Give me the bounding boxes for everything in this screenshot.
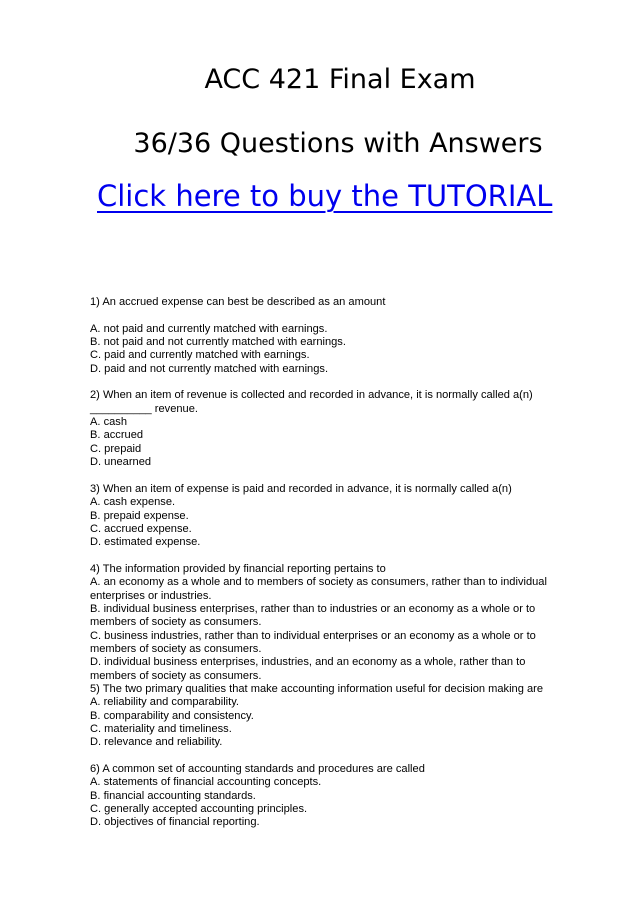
title-line-1: ACC 421 Final Exam — [204, 64, 476, 95]
title-line-2: 36/36 Questions with Answers — [133, 128, 543, 159]
question-1-option-c: C. paid and currently matched with earnings. — [90, 349, 310, 362]
question-4 — [90, 563, 590, 683]
question-1-option-d: D. paid and not currently matched with earnings. — [90, 362, 329, 375]
questions-list — [90, 296, 590, 830]
question-4-option-a: A. an economy as a whole and to members of society as consumers, rather than to individual — [90, 576, 547, 589]
question-4-option-a-continued: enterprises or industries. — [90, 589, 212, 602]
question-4-option-b-continued: members of society as consumers. — [90, 616, 262, 629]
question-3-stem: 3) When an item of expense is paid and recorded in advance, it is normally called a(n) — [90, 482, 512, 495]
question-5-stem: 5) The two primary qualities that make accounting information useful for decision making are — [90, 682, 544, 695]
question-5 — [90, 683, 590, 750]
question-3-option-c: C. accrued expense. — [90, 522, 192, 535]
question-3-option-a: A. cash expense. — [90, 496, 176, 509]
question-3-option-d: D. estimated expense. — [90, 536, 201, 549]
question-6-stem: 6) A common set of accounting standards and procedures are called — [90, 763, 425, 776]
question-6-option-b: B. financial accounting standards. — [90, 789, 256, 802]
question-2 — [90, 389, 590, 469]
question-5-option-b: B. comparability and consistency. — [90, 709, 254, 722]
question-4-option-d: D. individual business enterprises, industries, and an economy as a whole, rather than to — [90, 656, 526, 669]
question-4-option-c: C. business industries, rather than to individual enterprises or an economy as a whole or to — [90, 629, 536, 642]
question-2-stem-continued: __________ revenue. — [90, 402, 198, 415]
question-6-option-c: C. generally accepted accounting principles. — [90, 803, 308, 816]
question-6-option-a: A. statements of financial accounting concepts. — [90, 776, 322, 789]
buy-tutorial-link[interactable]: Click here to buy the TUTORIAL — [97, 179, 553, 213]
question-4-stem: 4) The information provided by financial reporting pertains to — [90, 562, 386, 575]
question-6 — [90, 763, 590, 830]
question-5-option-d: D. relevance and reliability. — [90, 736, 223, 749]
question-2-option-a: A. cash — [90, 416, 127, 429]
question-4-option-c-continued: members of society as consumers. — [90, 642, 262, 655]
question-1-option-a: A. not paid and currently matched with earnings. — [90, 322, 328, 335]
question-1-stem: 1) An accrued expense can best be described as an amount — [90, 296, 386, 308]
question-1-option-b: B. not paid and not currently matched with earnings. — [90, 336, 346, 349]
question-4-option-d-continued: members of society as consumers. — [90, 669, 262, 682]
question-5-option-c: C. materiality and timeliness. — [90, 723, 232, 735]
question-3-option-b: B. prepaid expense. — [90, 509, 189, 522]
question-2-stem: 2) When an item of revenue is collected and recorded in advance, it is normally called a(n) — [90, 389, 533, 402]
question-1 — [90, 296, 590, 376]
question-3 — [90, 483, 590, 550]
question-2-option-b: B. accrued — [90, 429, 144, 442]
question-5-option-a: A. reliability and comparability. — [90, 696, 240, 709]
question-4-option-b: B. individual business enterprises, rather than to industries or an economy as a whole or to — [90, 602, 536, 615]
question-2-option-c: C. prepaid — [90, 442, 142, 455]
question-2-option-d: D. unearned — [90, 456, 152, 469]
question-6-option-d: D. objectives of financial reporting. — [90, 816, 260, 829]
question-1-spacer — [90, 309, 590, 322]
